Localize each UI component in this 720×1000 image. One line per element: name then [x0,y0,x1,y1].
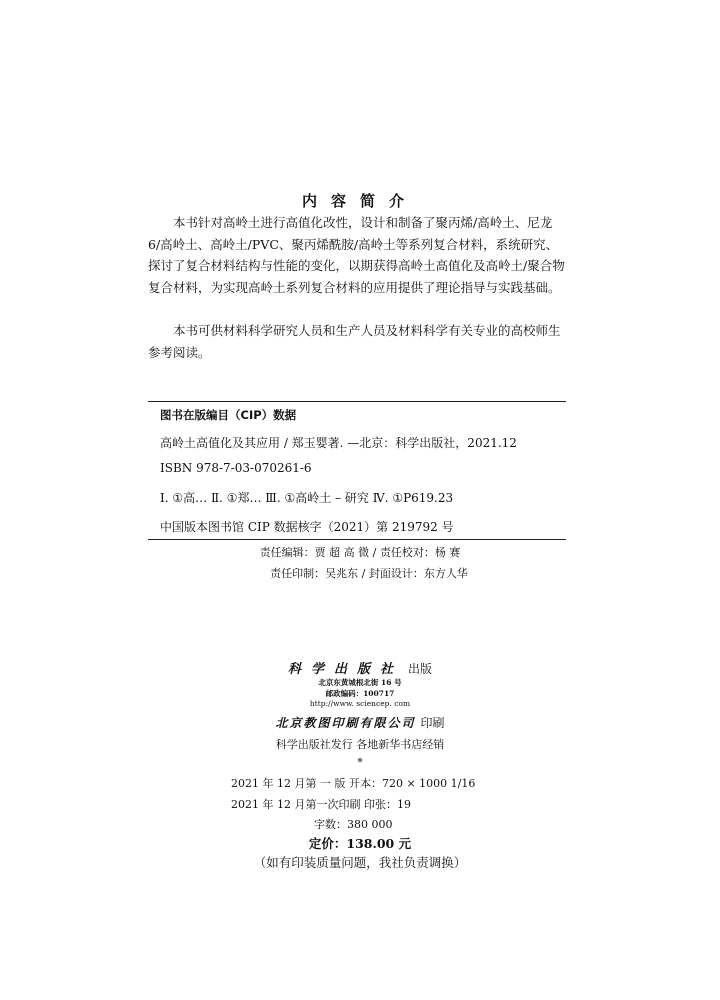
separator-star: * [357,756,363,769]
publisher-address: 北京东黄城根北街 16 号 [318,678,402,687]
cip-top-divider [148,401,566,402]
printer-suffix: 印刷 [420,716,445,730]
publisher-postcode: 邮政编码：100717 [325,689,395,698]
cip-bottom-divider [148,539,566,540]
quality-note: （如有印装质量问题，我社负责调换） [253,855,467,870]
printer-line [0,712,720,731]
cip-line-record: 中国版本图书馆 CIP 数据核字（2021）第 219792 号 [160,520,454,534]
edition-line: 2021 年 12 月第 一 版 开本：720 × 1000 1/16 [231,777,476,790]
editors-line-2: 责任印制：吴兆东 / 封面设计：东方人华 [270,567,468,580]
summary-title: 内容简介 [301,192,418,210]
publisher-logo-text: 科学出版社 [287,662,403,677]
price-line: 定价：138.00 元 [308,836,412,851]
publisher-suffix: 出版 [408,662,433,676]
wordcount-line: 字数：380 000 [314,818,393,831]
printing-line: 2021 年 12 月第一次印刷 印张：19 [231,798,411,811]
cip-line-isbn: ISBN 978-7-03-070261-6 [160,461,312,475]
cip-line-title: 高岭土高值化及其应用 / 郑玉婴著. —北京：科学出版社，2021.12 [160,436,517,450]
cip-header: 图书在版编目（CIP）数据 [160,408,297,422]
editors-line-1: 责任编辑：贾 超 高 微 / 责任校对：杨 赛 [259,546,461,559]
publisher-url: http://www. sciencep. com [309,699,411,708]
distribution-line: 科学出版社发行 各地新华书店经销 [275,738,445,751]
summary-paragraph-2: 本书可供材料科学研究人员和生产人员及材料科学有关专业的高校师生参考阅读。 [148,323,561,360]
summary-paragraph-1: 本书针对高岭土进行高值化改性，设计和制备了聚丙烯/高岭土、尼龙 6/高岭土、高岭土/PVC、聚丙烯酰胺/高岭土等系列复合材料，系统研究、探讨了复合材料结构与性能的变化，以期获得高岭土高值化及高岭土/聚合物复合材料，为实现高岭土系列复合材料的应用提供了理论指导与实践基础。 [148,215,565,295]
publisher-line [0,658,720,677]
cip-line-classification: Ⅰ. ①高… Ⅱ. ①郑… Ⅲ. ①高岭土 – 研究 Ⅳ. ①P619.23 [160,491,454,505]
printer-logo-text: 北京教图印刷有限公司 [275,716,416,730]
